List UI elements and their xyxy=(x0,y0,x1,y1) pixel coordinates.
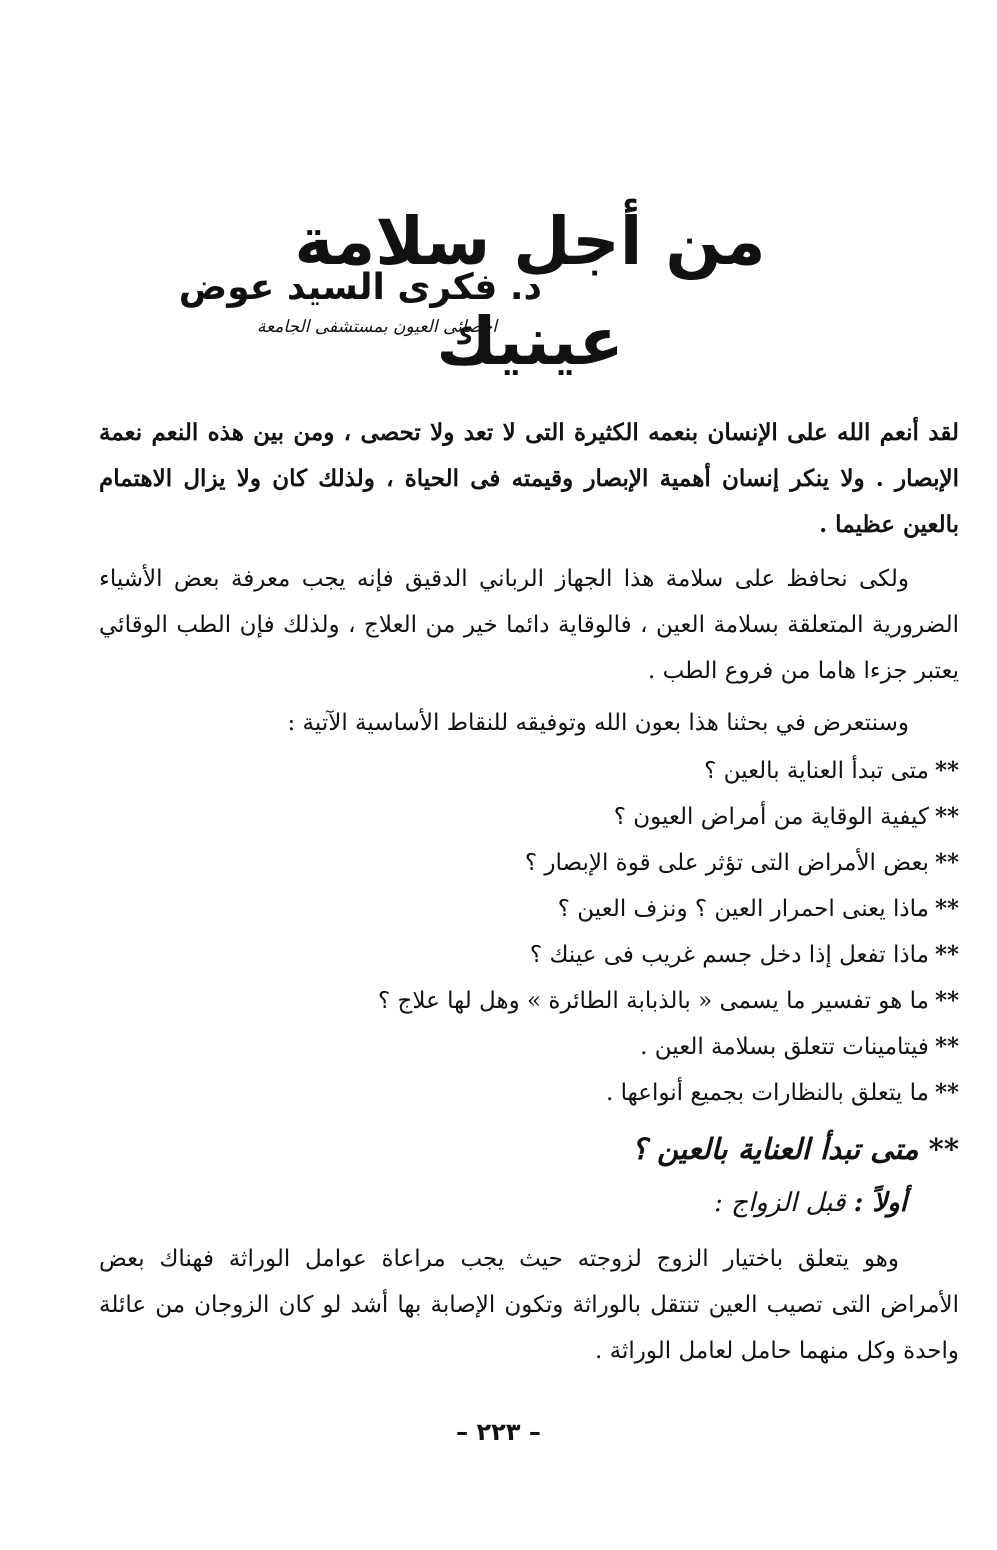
list-marker: ** xyxy=(934,1079,959,1106)
intro-paragraph: لقد أنعم الله على الإنسان بنعمه الكثيرة التى لا تعد ولا تحصى ، ومن بين هذه النعم نعمة الإبصار . ولا ينكر إنسان أهمية الإبصار وقيمته فى الحياة ، ولذلك كان ولا يزال الاهتمام بالعين عظيما . xyxy=(99,419,959,538)
author-block xyxy=(178,262,542,340)
list-item-text: ماذا تفعل إذا دخل جسم غريب فى عينك ؟ xyxy=(529,942,929,968)
article-title: من أجل سلامة عينيك xyxy=(294,203,766,381)
list-marker: ** xyxy=(934,941,959,968)
list-marker: ** xyxy=(934,895,959,922)
list-item xyxy=(99,1070,959,1116)
list-item-text: متى تبدأ العناية بالعين ؟ xyxy=(704,758,929,784)
list-item-text: ما هو تفسير ما يسمى « بالذبابة الطائرة » وهل لها علاج ؟ xyxy=(378,988,929,1014)
points-intro-paragraph: وسنتعرض في بحثنا هذا بعون الله وتوفيقه للنقاط الأساسية الآتية : xyxy=(287,710,909,736)
list-item-text: ما يتعلق بالنظارات بجميع أنواعها . xyxy=(606,1080,929,1106)
list-marker: ** xyxy=(934,757,959,784)
list-item xyxy=(99,748,959,794)
list-item xyxy=(99,794,959,840)
list-item xyxy=(99,1024,959,1070)
list-marker: ** xyxy=(934,987,959,1014)
list-item xyxy=(99,886,959,932)
list-marker: ** xyxy=(934,803,959,830)
key-points-list xyxy=(99,748,959,1116)
list-item-text: بعض الأمراض التى تؤثر على قوة الإبصار ؟ xyxy=(524,850,929,876)
list-item-text: كيفية الوقاية من أمراض العيون ؟ xyxy=(613,804,929,830)
sub-heading xyxy=(714,1178,907,1228)
list-item xyxy=(99,978,959,1024)
page-number: – ٢٢٣ – xyxy=(456,1418,541,1446)
marriage-paragraph: وهو يتعلق باختيار الزوج لزوجته حيث يجب مراعاة عوامل الوراثة فهناك بعض الأمراض التى تصيب العين تنتقل بالوراثة وتكون الإصابة بها أشد لو كان الزوجان من عائلة واحدة وكل منهما حامل لعامل الوراثة . xyxy=(99,1246,959,1364)
section-heading: ** متى تبدأ العناية بالعين ؟ xyxy=(631,1132,959,1166)
sub-heading-text: قبل الزواج : xyxy=(714,1188,846,1218)
list-marker: ** xyxy=(934,849,959,876)
list-item xyxy=(99,932,959,978)
author-name: د. فكرى السيد عوض xyxy=(178,267,542,308)
prevention-paragraph: ولكى نحافظ على سلامة هذا الجهاز الرباني الدقيق فإنه يجب معرفة بعض الأشياء الضرورية المتعلقة بسلامة العين ، فالوقاية دائما خير من العلاج ، ولذلك فإن الطب الوقائي يعتبر جزءا هاما من فروع الطب . xyxy=(99,566,959,684)
author-affiliation: اخصائى العيون بمستشفى الجامعة xyxy=(256,317,498,337)
list-item xyxy=(99,840,959,886)
list-marker: ** xyxy=(934,1033,959,1060)
sub-heading-label: أولاً : xyxy=(853,1188,907,1218)
list-item-text: ماذا يعنى احمرار العين ؟ ونزف العين ؟ xyxy=(557,896,929,922)
list-item-text: فيتامينات تتعلق بسلامة العين . xyxy=(640,1034,929,1060)
